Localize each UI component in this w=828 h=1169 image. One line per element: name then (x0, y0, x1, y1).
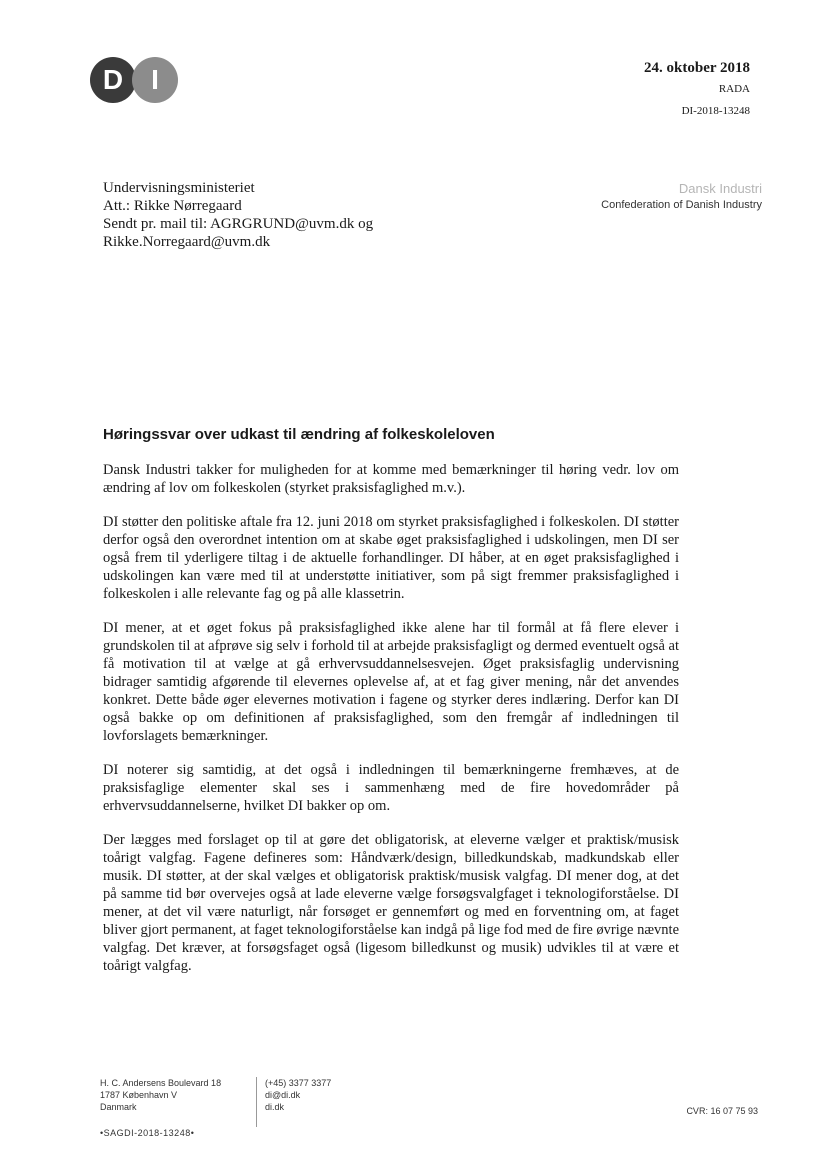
company-name: Dansk Industri (678, 181, 762, 196)
recipient-line: Att.: Rikke Nørregaard (103, 198, 242, 214)
footer-address (100, 1077, 221, 1113)
cvr-number: CVR: 16 07 75 93 (686, 1106, 758, 1116)
case-code: •SAGDI-2018-13248• (100, 1128, 195, 1138)
address-line: 1787 København V (100, 1090, 178, 1100)
address-line: H. C. Andersens Boulevard 18 (100, 1078, 222, 1088)
reference-number: DI-2018-13248 (681, 105, 750, 117)
author-initials: RADA (718, 83, 750, 95)
recipient-line: Undervisningsministeriet (103, 180, 255, 196)
contact-phone: (+45) 3377 3377 (265, 1078, 332, 1088)
company-english-name: Confederation of Danish Industry (601, 199, 762, 211)
address-line: Danmark (100, 1102, 137, 1112)
body-paragraph: DI mener, at et øget fokus på praksisfaglighed ikke alene har til formål at få flere elever i grundskolen til at afprøve sig selv i forhold til at arbejde praksisfagligt og dermed eventuelt også at få motivation til at vælge at gå erhvervsuddannelsesvejen. Øget praksisfaglig undervisning bidrager samtidig afgørende til elevernes oplevelse af, at et fag giver mening, når det anvendes konkret. Dette både øger elevernes motivation i fagene og styrker deres indlæring. Derfor kan DI også bakke op om definitionen af praksisfaglighed, som den fremgår af indledningen til lovforslagets bemærkninger. (103, 620, 679, 744)
body-paragraph: Der lægges med forslaget op til at gøre det obligatorisk, at eleverne vælger et praktisk/musisk toårigt valgfag. Fagene defineres som: Håndværk/design, billedkundskab, madkundskab eller musik. DI støtter, at der skal vælges et obligatorisk praktisk/musisk valgfag. DI mener dog, at det på samme tid bør overvejes også at lade eleverne vælge forsøgsvalgfaget i teknologiforståelse. DI mener, at det vil være naturligt, når forsøget er gennemført og med en forventning om, at faget bliver gjort permanent, at faget teknologiforståelse kan indgå på lige fod med de fire øvrige nævnte valgfag. Det kræver, at forsøgsfaget også (ligesom billedkunst og musik) udvikles til at være et toårigt valgfag. (103, 832, 679, 974)
footer-contact (265, 1077, 331, 1113)
letter-body (103, 461, 679, 991)
recipient-line: Rikke.Norregaard@uvm.dk (103, 234, 271, 250)
di-logo (90, 57, 180, 103)
logo-letter-d: D (90, 57, 136, 103)
contact-email: di@di.dk (265, 1090, 301, 1100)
recipient-block (103, 179, 373, 251)
logo-letter-i: I (132, 57, 178, 103)
body-paragraph: DI noterer sig samtidig, at det også i indledningen til bemærkningerne fremhæves, at de praksisfaglige elementer skal ses i sammenhæng med de fire hovedområder på erhvervsuddannelserne, hvilket DI bakker op om. (103, 762, 679, 814)
letter-date: 24. oktober 2018 (644, 60, 750, 76)
letter-meta (644, 60, 750, 117)
recipient-line: Sendt pr. mail til: AGRGRUND@uvm.dk og (103, 216, 374, 232)
body-paragraph: Dansk Industri takker for muligheden for at komme med bemærkninger til høring vedr. lov om ændring af lov om folkeskolen (styrket praksisfaglighed m.v.). (103, 462, 679, 496)
company-block (601, 181, 762, 211)
contact-website: di.dk (265, 1102, 285, 1112)
footer-divider (256, 1077, 257, 1127)
body-paragraph: DI støtter den politiske aftale fra 12. juni 2018 om styrket praksisfaglighed i folkeskolen. DI støtter derfor også den overordnet intention om at skabe øget praksisfaglighed i udskolingen, men DI ser også frem til yderligere tiltag i de aktuelle forhandlinger. DI håber, at en øget praksisfaglighed i udskolingen kan være med til at understøtte initiativer, som på sigt fremmer praksisfaglighed i folkeskolen i alle relevante fag og på alle klassetrin. (103, 514, 679, 602)
letter-heading: Høringssvar over udkast til ændring af folkeskoleloven (103, 426, 495, 443)
